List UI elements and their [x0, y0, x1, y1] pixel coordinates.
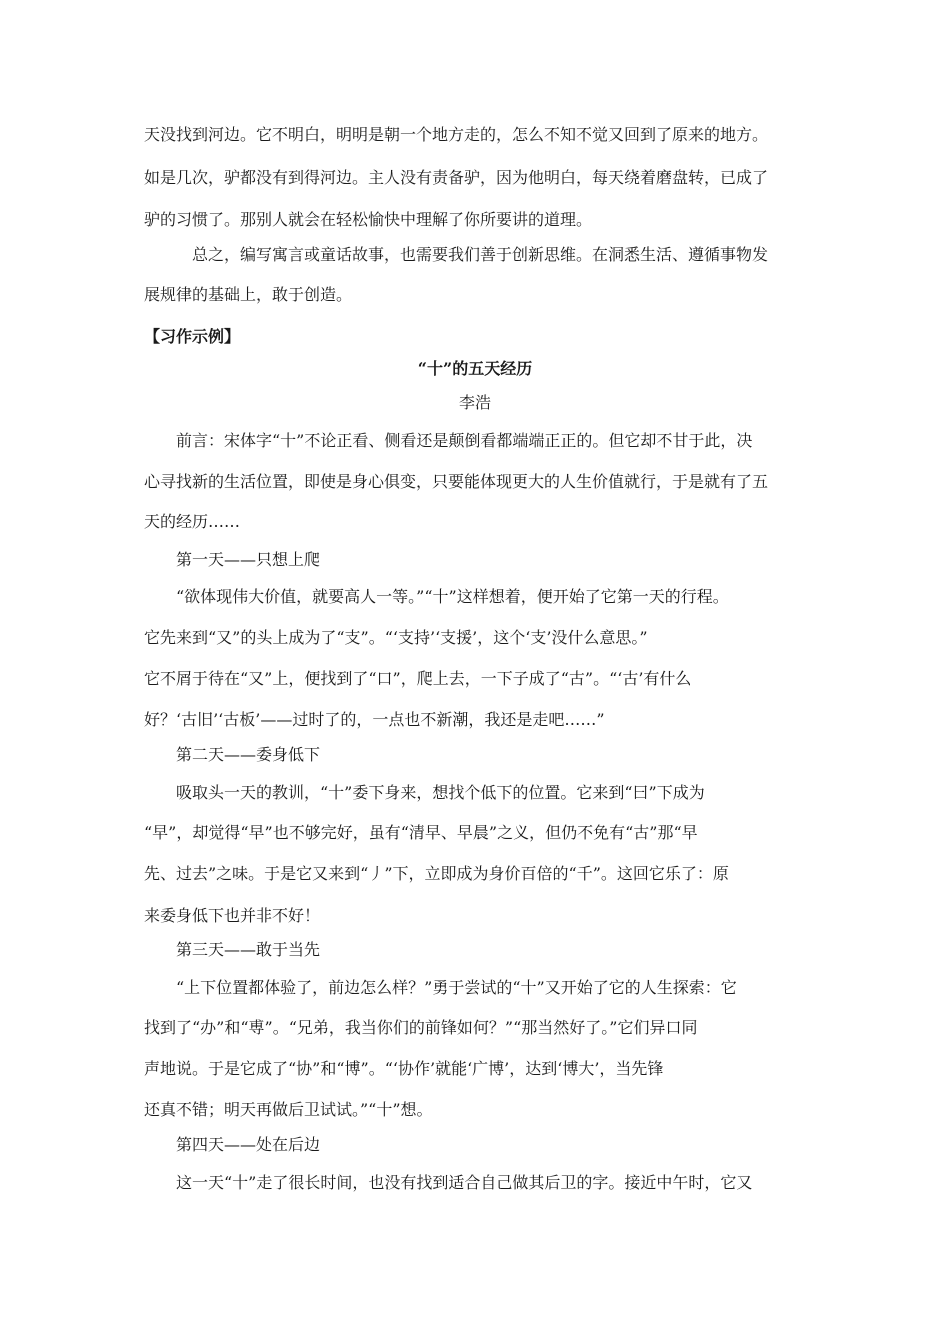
body-line: 如是几次，驴都没有到得河边。主人没有责备驴，因为他明白，每天绕着磨盘转，已成了: [144, 168, 769, 187]
body-line: 驴的习惯了。那别人就会在轻松愉快中理解了你所要讲的道理。: [144, 210, 593, 229]
day3-line: 声地说。于是它成了“协”和“博”。“‘协作’就能‘广博’，达到‘博大’，当先锋: [144, 1059, 664, 1078]
day2-line: “早”，却觉得“早”也不够完好，虽有“清早、早晨”之义，但仍不免有“古”那“早: [144, 823, 698, 842]
day3-line: 找到了“办”和“尃”。“兄弟，我当你们的前锋如何？”“那当然好了。”它们异口同: [144, 1018, 698, 1037]
section-heading: 【习作示例】: [144, 327, 241, 346]
body-line: 总之，编写寓言或童话故事，也需要我们善于创新思维。在洞悉生活、遵循事物发: [192, 245, 769, 264]
preface-line: 天的经历……: [144, 512, 241, 531]
day2-line: 吸取头一天的教训，“十”委下身来，想找个低下的位置。它来到“曰”下成为: [176, 783, 705, 802]
day-heading: 第一天——只想上爬: [176, 550, 321, 569]
body-line: 天没找到河边。它不明白，明明是朝一个地方走的，怎么不知不觉又回到了原来的地方。: [144, 125, 769, 144]
essay-author: 李浩: [458, 393, 491, 412]
day3-line: “上下位置都体验了，前边怎么样？”勇于尝试的“十”又开始了它的人生探索：它: [176, 978, 737, 997]
preface-line: 前言：宋体字“十”不论正看、侧看还是颠倒看都端端正正的。但它却不甘于此，决: [176, 431, 753, 450]
day-heading: 第三天——敢于当先: [176, 940, 321, 959]
body-line: 展规律的基础上，敢于创造。: [144, 285, 353, 304]
day3-line: 还真不错；明天再做后卫试试。”“十”想。: [144, 1100, 433, 1119]
day1-line: 好？‘古旧’‘古板’——过时了的，一点也不新潮，我还是走吧……”: [144, 710, 605, 729]
day1-line: “欲体现伟大价值，就要高人一等。”“十”这样想着，便开始了它第一天的行程。: [176, 587, 729, 606]
day2-line: 来委身低下也并非不好！: [144, 906, 321, 925]
day2-line: 先、过去”之味。于是它又来到“丿”下，立即成为身价百倍的“千”。这回它乐了：原: [144, 864, 729, 883]
day1-line: 它不屑于待在“又”上，便找到了“口”，爬上去，一下子成了“古”。“‘古’有什么: [144, 669, 692, 688]
essay-title: “十”的五天经历: [417, 359, 533, 378]
day1-line: 它先来到“又”的头上成为了“支”。“‘支持’‘支援’，这个‘支’没什么意思。”: [144, 628, 648, 647]
day4-line: 这一天“十”走了很长时间，也没有找到适合自己做其后卫的字。接近中午时，它又: [176, 1173, 753, 1192]
preface-line: 心寻找新的生活位置，即使是身心俱变，只要能体现更大的人生价值就行，于是就有了五: [144, 472, 769, 491]
day-heading: 第四天——处在后边: [176, 1135, 321, 1154]
day-heading: 第二天——委身低下: [176, 745, 321, 764]
